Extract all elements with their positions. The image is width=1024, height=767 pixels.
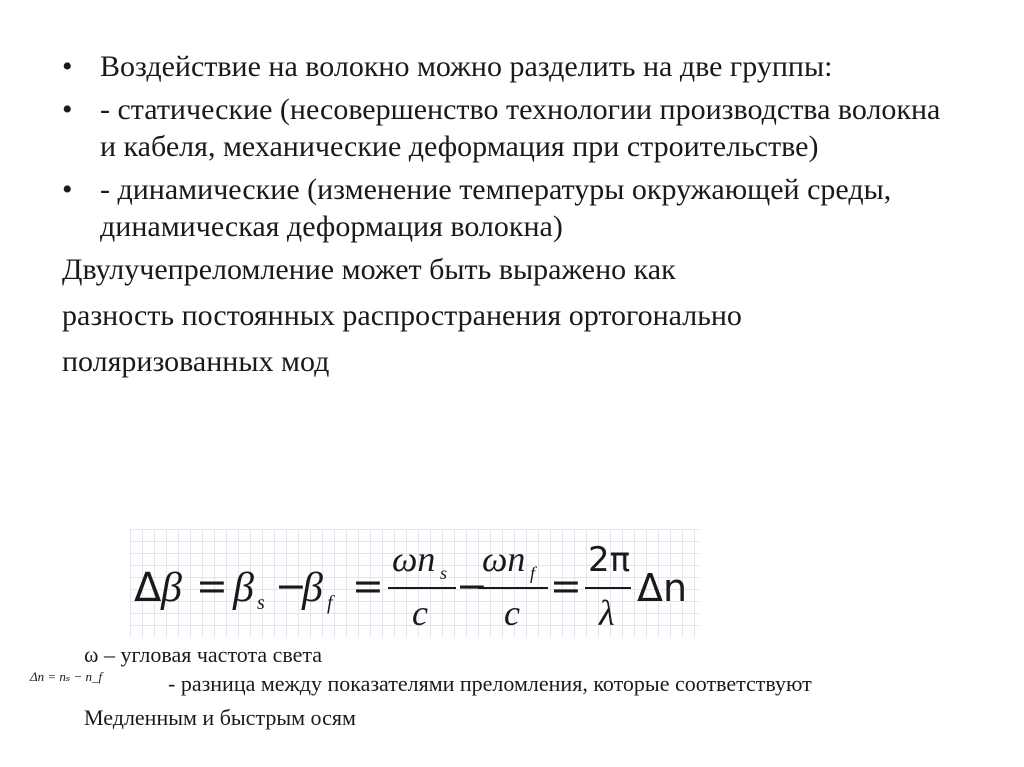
formula-c: c bbox=[412, 593, 428, 633]
formula-beta-f: β bbox=[302, 565, 323, 611]
delta-n-inline-formula: Δn = nₛ − n_f bbox=[30, 669, 103, 684]
formula-equals: = bbox=[352, 564, 384, 608]
omega-definition: ω – угловая частота света bbox=[84, 642, 323, 667]
bullet-marker: • bbox=[62, 93, 73, 126]
paragraph-line: поляризованных мод bbox=[62, 345, 330, 378]
bullet-item-static bbox=[62, 91, 962, 165]
formula-omega-n-f: ωn bbox=[482, 539, 526, 579]
formula-lambda: λ bbox=[599, 593, 615, 633]
formula-delta-n: Δn bbox=[637, 566, 688, 610]
bullet-text: - динамические (изменение температуры окружающей среды, динамическая деформация волокна) bbox=[100, 173, 892, 243]
paragraph-line: разность постоянных распространения ортогонально bbox=[62, 299, 742, 332]
formula-beta-s: β bbox=[233, 565, 254, 611]
bullet-item-groups bbox=[62, 48, 962, 85]
bullet-list bbox=[62, 48, 962, 389]
formula-minus: − bbox=[456, 564, 488, 608]
formula-c: c bbox=[504, 593, 520, 633]
axes-line: Медленным и быстрым осям bbox=[84, 705, 356, 730]
notes bbox=[84, 640, 322, 670]
bullet-text: - статические (несовершенство технологии производства волокна и кабеля, механические деформация при строительстве) bbox=[100, 93, 941, 163]
formula-two-pi: 2π bbox=[588, 540, 631, 580]
formula-equals: = bbox=[196, 564, 228, 608]
bullet-marker: • bbox=[62, 173, 73, 206]
birefringence-formula bbox=[130, 529, 699, 637]
formula-omega-n-s: ωn bbox=[392, 539, 436, 579]
bullet-text: Воздействие на волокно можно разделить на две группы: bbox=[100, 50, 833, 83]
bullet-item-dynamic bbox=[62, 171, 962, 245]
formula-minus: − bbox=[275, 564, 307, 608]
formula-svg bbox=[130, 529, 699, 637]
formula-delta: Δ bbox=[134, 565, 162, 611]
bullet-marker: • bbox=[62, 50, 73, 83]
formula-sub-s: s bbox=[440, 563, 448, 583]
delta-n-definition: - разница между показателями преломления, которые соответствуют bbox=[168, 671, 812, 696]
formula-equals: = bbox=[550, 564, 582, 608]
formula-sub-f: f bbox=[530, 563, 536, 583]
formula-beta: β bbox=[161, 565, 182, 611]
paragraph-line: Двулучепреломление может быть выражено как bbox=[62, 253, 676, 286]
formula-sub-f: f bbox=[327, 592, 333, 614]
formula-sub-s: s bbox=[257, 592, 265, 614]
